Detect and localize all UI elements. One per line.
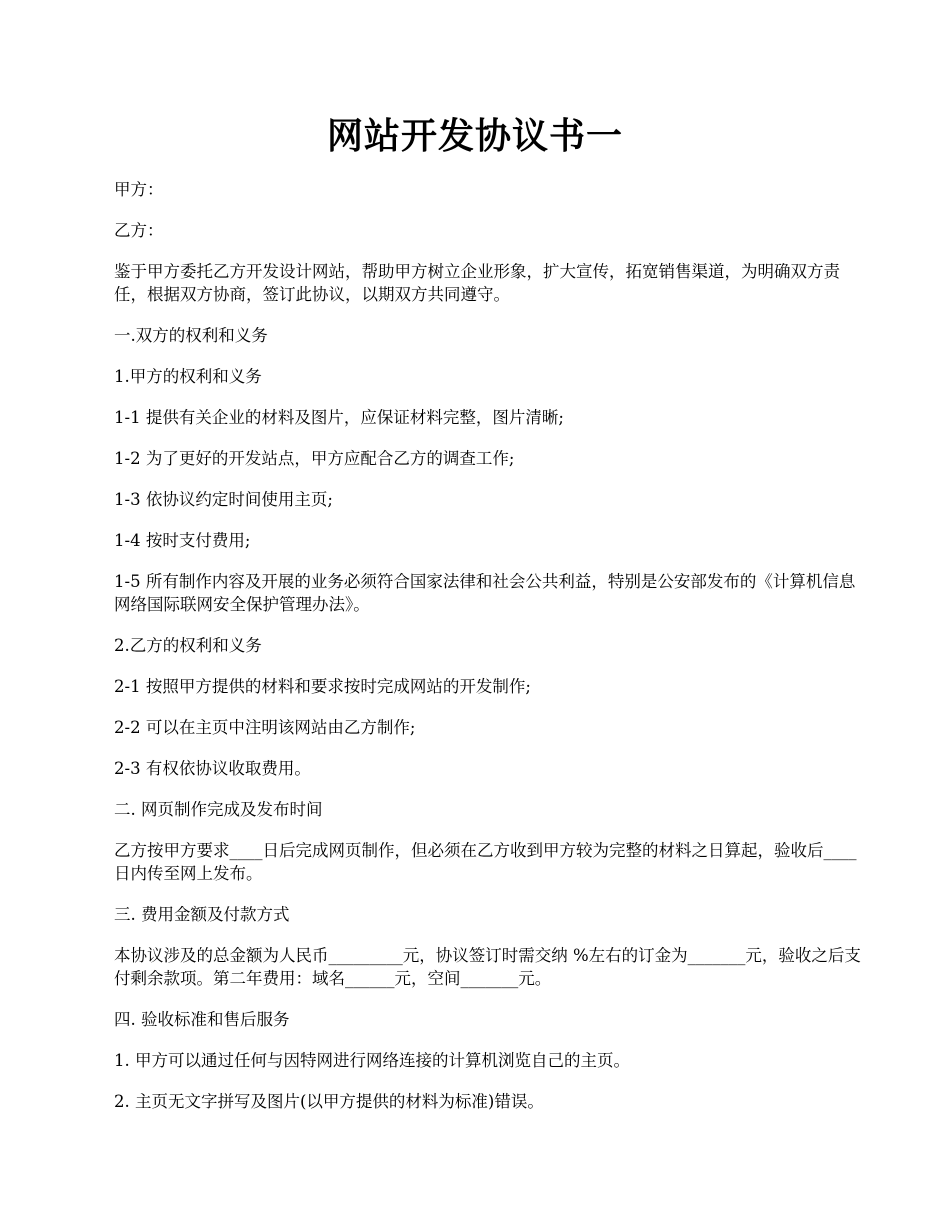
clause-1-4: 1-4 按时支付费用; xyxy=(114,531,251,550)
section-heading-4: 四. 验收标准和售后服务 xyxy=(114,1010,290,1029)
timeline-paragraph: 乙方按甲方要求____日后完成网页制作，但必须在乙方收到甲方较为完整的材料之日算起，验收后____日内传至网上发布。 xyxy=(114,841,857,883)
document-title: 网站开发协议书一 xyxy=(326,115,623,157)
section-heading-2: 二. 网页制作完成及发布时间 xyxy=(114,800,323,819)
clause-1-2: 1-2 为了更好的开发站点，甲方应配合乙方的调查工作; xyxy=(114,449,515,468)
clause-1-5: 1-5 所有制作内容及开展的业务必须符合国家法律和社会公共利益，特别是公安部发布的《计算机信息网络国际联网安全保护管理办法》。 xyxy=(114,572,856,614)
clause-2-2: 2-2 可以在主页中注明该网站由乙方制作; xyxy=(114,718,416,737)
subsection-heading-1: 1.甲方的权利和义务 xyxy=(114,367,262,386)
section-heading-1: 一.双方的权利和义务 xyxy=(114,326,268,345)
party-a-line: 甲方： xyxy=(114,180,164,199)
acceptance-item-1: 1. 甲方可以通过任何与因特网进行网络连接的计算机浏览自己的主页。 xyxy=(114,1051,630,1070)
payment-paragraph: 本协议涉及的总金额为人民币_________元，协议签订时需交纳 %左右的订金为_______元，验收之后支付剩余款项。第二年费用：域名______元，空间_______元。 xyxy=(114,946,861,988)
party-b-line: 乙方： xyxy=(114,221,164,240)
acceptance-item-2: 2. 主页无文字拼写及图片(以甲方提供的材料为标准)错误。 xyxy=(114,1092,544,1111)
document-body xyxy=(114,178,862,1131)
clause-2-1: 2-1 按照甲方提供的材料和要求按时完成网站的开发制作; xyxy=(114,677,531,696)
clause-2-3: 2-3 有权依协议收取费用。 xyxy=(114,759,311,778)
clause-1-3: 1-3 依协议约定时间使用主页; xyxy=(114,490,333,509)
section-heading-3: 三. 费用金额及付款方式 xyxy=(114,905,290,924)
subsection-heading-2: 2.乙方的权利和义务 xyxy=(114,636,262,655)
clause-1-1: 1-1 提供有关企业的材料及图片，应保证材料完整，图片清晰; xyxy=(114,408,564,427)
preamble-paragraph: 鉴于甲方委托乙方开发设计网站，帮助甲方树立企业形象，扩大宣传，拓宽销售渠道，为明确双方责任，根据双方协商，签订此协议，以期双方共同遵守。 xyxy=(114,262,840,304)
